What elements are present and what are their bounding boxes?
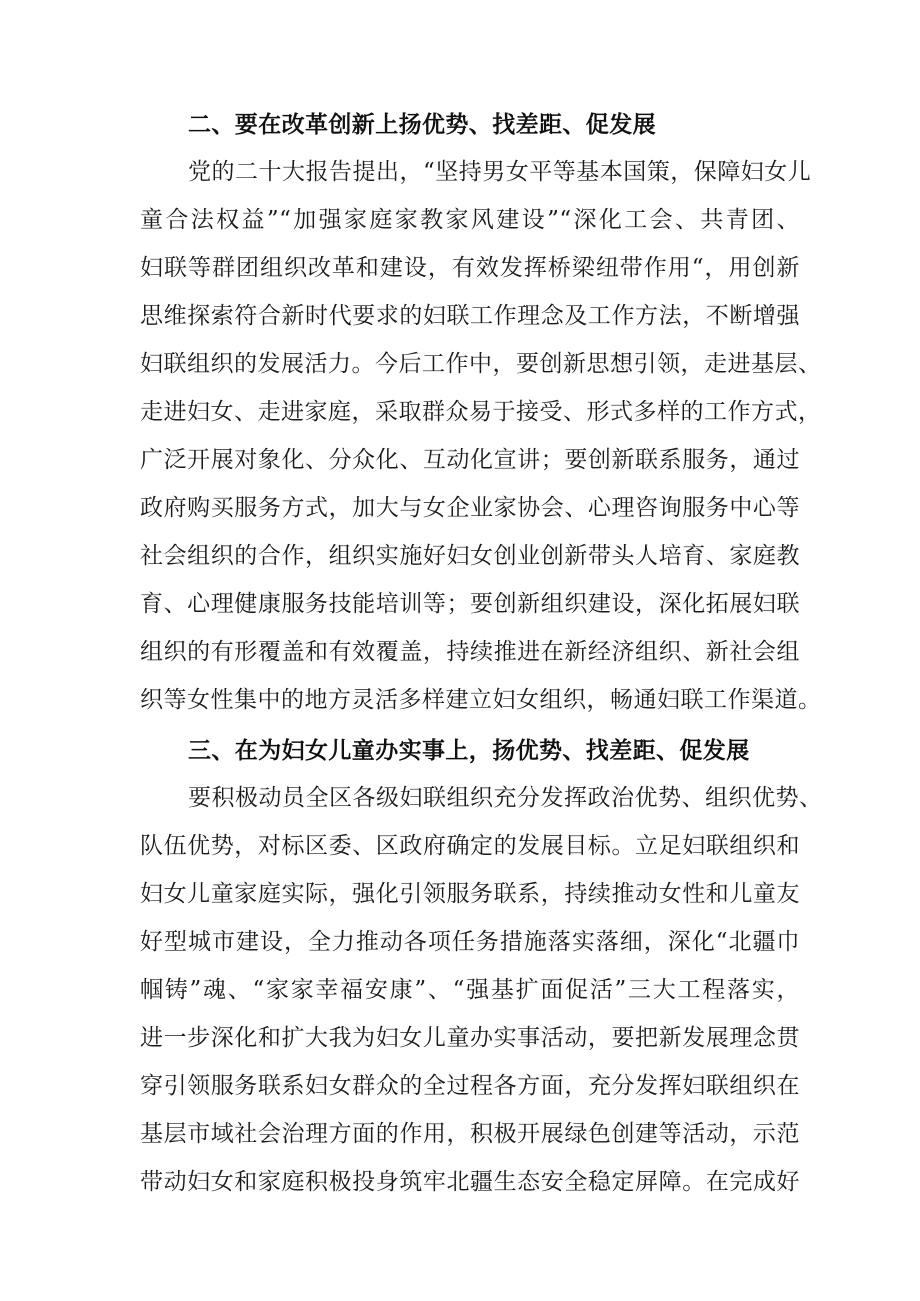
section-2-line: 思维探索符合新时代要求的妇联工作理念及工作方法，不断增强	[140, 303, 800, 329]
section-3-line: 帼铸”魂、“家家幸福安康”、“强基扩面促活”三大工程落实，	[140, 977, 800, 1003]
section-3-line: 进一步深化和扩大我为妇女儿童办实事活动，要把新发展理念贯	[140, 1025, 800, 1051]
section-2-line: 党的二十大报告提出，“坚持男女平等基本国策，保障妇女儿	[188, 159, 812, 185]
section-3-line: 妇女儿童家庭实际，强化引领服务联系，持续推动女性和儿童友	[140, 881, 800, 907]
section-2-line: 妇联等群团组织改革和建设，有效发挥桥梁纽带作用“，用创新	[140, 255, 800, 281]
section-3-line: 队伍优势，对标区委、区政府确定的发展目标。立足妇联组织和	[140, 833, 800, 859]
section-2-line: 育、心理健康服务技能培训等；要创新组织建设，深化拓展妇联	[140, 591, 800, 617]
section-3-heading: 三、在为妇女儿童办实事上，扬优势、找差距、促发展	[188, 738, 750, 764]
section-2-line: 政府购买服务方式，加大与女企业家协会、心理咨询服务中心等	[140, 495, 800, 521]
section-2-line: 妇联组织的发展活力。今后工作中，要创新思想引领，走进基层、	[140, 351, 822, 377]
section-2-heading: 二、要在改革创新上扬优势、找差距、促发展	[188, 112, 656, 138]
section-3-line: 带动妇女和家庭积极投身筑牢北疆生态安全稳定屏障。在完成好	[140, 1169, 800, 1195]
section-2-line: 组织的有形覆盖和有效覆盖，持续推进在新经济组织、新社会组	[140, 639, 800, 665]
section-2-line: 织等女性集中的地方灵活多样建立妇女组织，畅通妇联工作渠道。	[140, 687, 822, 713]
section-2-line: 社会组织的合作，组织实施好妇女创业创新带头人培育、家庭教	[140, 543, 800, 569]
section-3-line: 要积极动员全区各级妇联组织充分发挥政治优势、组织优势、	[188, 785, 823, 811]
section-2-line: 走进妇女、走进家庭，采取群众易于接受、形式多样的工作方式，	[140, 399, 822, 425]
section-3-line: 穿引领服务联系妇女群众的全过程各方面，充分发挥妇联组织在	[140, 1073, 800, 1099]
section-3-line: 基层市域社会治理方面的作用，积极开展绿色创建等活动，示范	[140, 1121, 800, 1147]
section-3-line: 好型城市建设，全力推动各项任务措施落实落细，深化“北疆巾	[140, 929, 800, 955]
section-2-line: 童合法权益”“加强家庭家教家风建设”“深化工会、共青团、	[140, 207, 800, 233]
section-2-line: 广泛开展对象化、分众化、互动化宣讲；要创新联系服务，通过	[140, 447, 800, 473]
